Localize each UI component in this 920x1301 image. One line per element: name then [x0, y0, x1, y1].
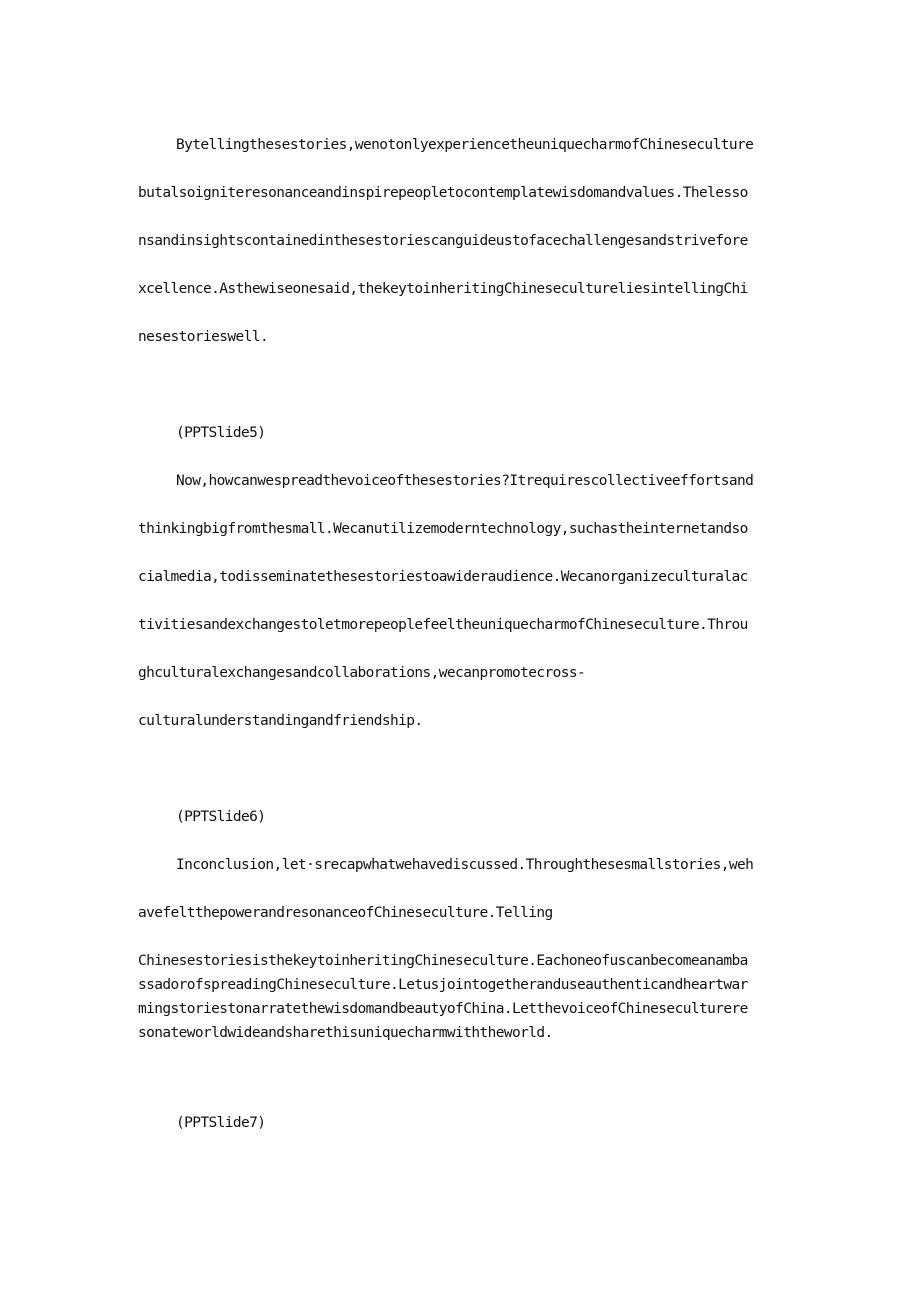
- paragraph-3-line-3: ChinesestoriesisthekeytoinheritingChineseculture.Eachoneofuscanbecomeanamba: [138, 953, 748, 969]
- paragraph-2-line-6: culturalunderstandingandfriendship.: [138, 713, 423, 729]
- paragraph-3-line-5: mingstoriestonarratethewisdomandbeautyofChina.LetthevoiceofChineseculturere: [138, 1001, 748, 1017]
- paragraph-2-line-3: cialmedia,todisseminatethesestoriestoawideraudience.Wecanorganizeculturalac: [138, 569, 748, 585]
- paragraph-2-line-1: Now,howcanwespreadthevoiceofthesestories?Itrequirescollectiveeffortsand: [176, 473, 754, 489]
- slide-5-label: (PPTSlide5): [176, 425, 266, 441]
- paragraph-3-line-4: ssadorofspreadingChineseculture.Letusjointogetheranduseauthenticandheartwar: [138, 977, 748, 993]
- paragraph-2-line-2: thinkingbigfromthesmall.Wecanutilizemoderntechnology,suchastheinternetandso: [138, 521, 748, 537]
- paragraph-3-line-6: sonateworldwideandsharethisuniquecharmwiththeworld.: [138, 1025, 553, 1041]
- paragraph-2-line-4: tivitiesandexchangestoletmorepeoplefeeltheuniquecharmofChineseculture.Throu: [138, 617, 748, 633]
- paragraph-2-line-5: ghculturalexchangesandcollaborations,wecanpromotecross-: [138, 665, 586, 681]
- paragraph-1-line-2: butalsoigniteresonanceandinspirepeopletocontemplatewisdomandvalues.Thelesso: [138, 185, 748, 201]
- paragraph-1-line-4: xcellence.Asthewiseonesaid,thekeytoinheritingChinesecultureliesintellingChi: [138, 281, 748, 297]
- paragraph-1-line-3: nsandinsightscontainedinthesestoriescanguideustofacechallengesandstrivefore: [138, 233, 748, 249]
- paragraph-1-line-1: Bytellingthesestories,wenotonlyexperiencetheuniquecharmofChineseculture: [176, 137, 754, 153]
- paragraph-3-line-2: avefeltthepowerandresonanceofChineseculture.Telling: [138, 905, 553, 921]
- slide-6-label: (PPTSlide6): [176, 809, 266, 825]
- paragraph-1-line-5: nesestorieswell.: [138, 329, 269, 345]
- paragraph-3-line-1: Inconclusion,let·srecapwhatwehavediscussed.Throughthesesmallstories,weh: [176, 857, 754, 873]
- slide-7-label: (PPTSlide7): [176, 1115, 266, 1131]
